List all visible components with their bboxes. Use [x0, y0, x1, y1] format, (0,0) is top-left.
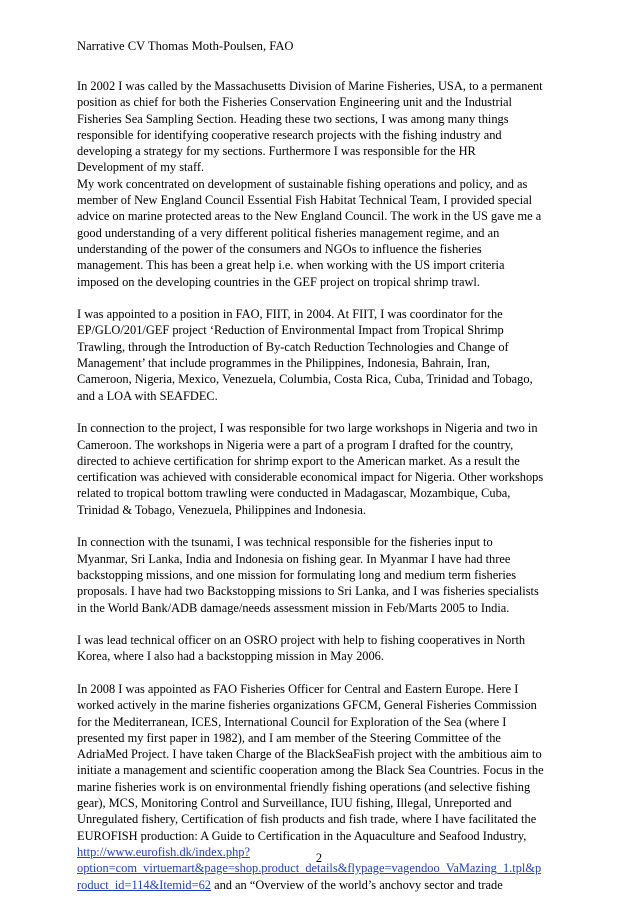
- text-line: initiate a management and scientific cooperation among the Black Sea Countries. Focus in the: [77, 763, 544, 778]
- document-body: [77, 78, 567, 909]
- text-line: developing a strategy for my sections. Furthermore I was responsible for the HR: [77, 144, 476, 159]
- text-line: Cameroon, Nigeria, Mexico, Venezuela, Columbia, Costa Rica, Cuba, Trinidad and Tobago,: [77, 372, 533, 387]
- paragraph-massachusetts: [77, 78, 567, 290]
- text-line: Development of my staff.: [77, 160, 205, 175]
- text-line: Management’ that include programmes in the Philippines, Indonesia, Bahrain, Iran,: [77, 356, 491, 371]
- text-line: understanding of the power of the consumers and NGOs to influence the fisheries: [77, 241, 482, 256]
- eurofish-link[interactable]: http://www.eurofish.dk/index.php?: [77, 844, 250, 859]
- text-line: management. This has been a great help i.e. when working with the US import criteria: [77, 258, 505, 273]
- text-line: certification was achieved with considerable economical impact for Nigeria. Other workshops: [77, 470, 544, 485]
- text-line: marine fisheries work is on environmental friendly fishing operations (and selective fishing: [77, 779, 531, 794]
- text-line: In connection to the project, I was responsible for two large workshops in Nigeria and two in: [77, 421, 538, 436]
- text-line: Trawling, through the Introduction of By-catch Reduction Technologies and Change of: [77, 339, 509, 354]
- text-line: for the Mediterranean, ICES, International Council for Exploration of the Sea (where I: [77, 714, 507, 729]
- text-line: Myanmar, Sri Lanka, India and Indonesia on fishing gear. In Myanmar I have had three: [77, 551, 511, 566]
- text-line: advice on marine protected areas to the New England Council. The work in the US gave me a: [77, 209, 542, 224]
- text-line: responsible for identifying cooperative research projects with the fishing industry and: [77, 127, 502, 142]
- eurofish-link[interactable]: option=com_virtuemart&page=shop.product_details&flypage=vagendoo_VaMazing_1.tpl&p: [77, 861, 542, 876]
- text-line: position as chief for both the Fisheries Conservation Engineering unit and the Industrial: [77, 95, 512, 110]
- text-line: backstopping missions, and one mission for formulating long and medium term fisheries: [77, 567, 517, 582]
- text-line: In 2002 I was called by the Massachusetts Division of Marine Fisheries, USA, to a permanent: [77, 79, 543, 93]
- page-number: 2: [315, 851, 323, 865]
- text-line: and a LOA with SEAFDEC.: [77, 388, 218, 403]
- text-line: member of New England Council Essential Fish Habitat Technical Team, I provided special: [77, 193, 533, 208]
- eurofish-link-line: [77, 877, 567, 893]
- text-line: EUROFISH production: A Guide to Certification in the Aquaculture and Seafood Industry,: [77, 828, 527, 843]
- text-line: presented my first paper in 1982), and I am member of the Steering Committee of the: [77, 730, 501, 745]
- paragraph-osro: [77, 632, 567, 665]
- text-line: Fisheries Sea Sampling Section. Heading these two sections, I was among many things: [77, 111, 509, 126]
- text-line: imposed on the developing countries in the GEF project on tropical shrimp trawl.: [77, 274, 480, 289]
- text-line: directed to achieve certification for shrimp export to the American market. As a result the: [77, 453, 520, 468]
- text-line: in the World Bank/ADB damage/needs assessment mission in Feb/Marts 2005 to India.: [77, 600, 510, 615]
- text-line: gear), MCS, Monitoring Control and Surveillance, IUU fishing, Illegal, Unreported and: [77, 796, 512, 811]
- text-line: proposals. I have had two Backstopping missions to Sri Lanka, and I was fisheries specialists: [77, 584, 539, 599]
- paragraph-workshops: [77, 420, 567, 518]
- anchovy-overview-text: and an “Overview of the world’s anchovy sector and trade: [210, 877, 503, 892]
- text-line: Korea, where I also had a backstopping mission in May 2006.: [77, 649, 384, 664]
- text-line: Trinidad & Tobago, Venezuela, Philippines and Indonesia.: [77, 502, 367, 517]
- text-line: Cameroon. The workshops in Nigeria were a part of a program I drafted for the country,: [77, 437, 514, 452]
- text-line: AdriaMed Project. I have taken Charge of the BlackSeaFish project with the ambitious aim to: [77, 747, 542, 762]
- paragraph-tsunami: [77, 534, 567, 615]
- text-line: In 2008 I was appointed as FAO Fisheries Officer for Central and Eastern Europe. Here I: [77, 681, 519, 696]
- text-line: Unregulated fishery, Certification of fish products and fish trade, where I have facilitated the: [77, 812, 537, 827]
- text-line: In connection with the tsunami, I was technical responsible for the fisheries input to: [77, 535, 493, 550]
- text-line: worked actively in the marine fisheries organizations GFCM, General Fisheries Commission: [77, 698, 537, 713]
- text-line: My work concentrated on development of sustainable fishing operations and policy, and as: [77, 176, 528, 191]
- text-line: EP/GLO/201/GEF project ‘Reduction of Environmental Impact from Tropical Shrimp: [77, 323, 504, 338]
- page-header: Narrative CV Thomas Moth-Poulsen, FAO: [77, 39, 294, 53]
- text-line: good understanding of a very different political fisheries management regime, and an: [77, 225, 500, 240]
- text-line: related to tropical bottom trawling were conducted in Madagascar, Mozambique, Cuba,: [77, 486, 511, 501]
- paragraph-fao-fiit: [77, 306, 567, 404]
- text-line: I was lead technical officer on an OSRO project with help to fishing cooperatives in North: [77, 633, 526, 648]
- eurofish-link[interactable]: roduct_id=114&Itemid=62: [77, 877, 211, 892]
- text-line: I was appointed to a position in FAO, FIIT, in 2004. At FIIT, I was coordinator for the: [77, 307, 503, 322]
